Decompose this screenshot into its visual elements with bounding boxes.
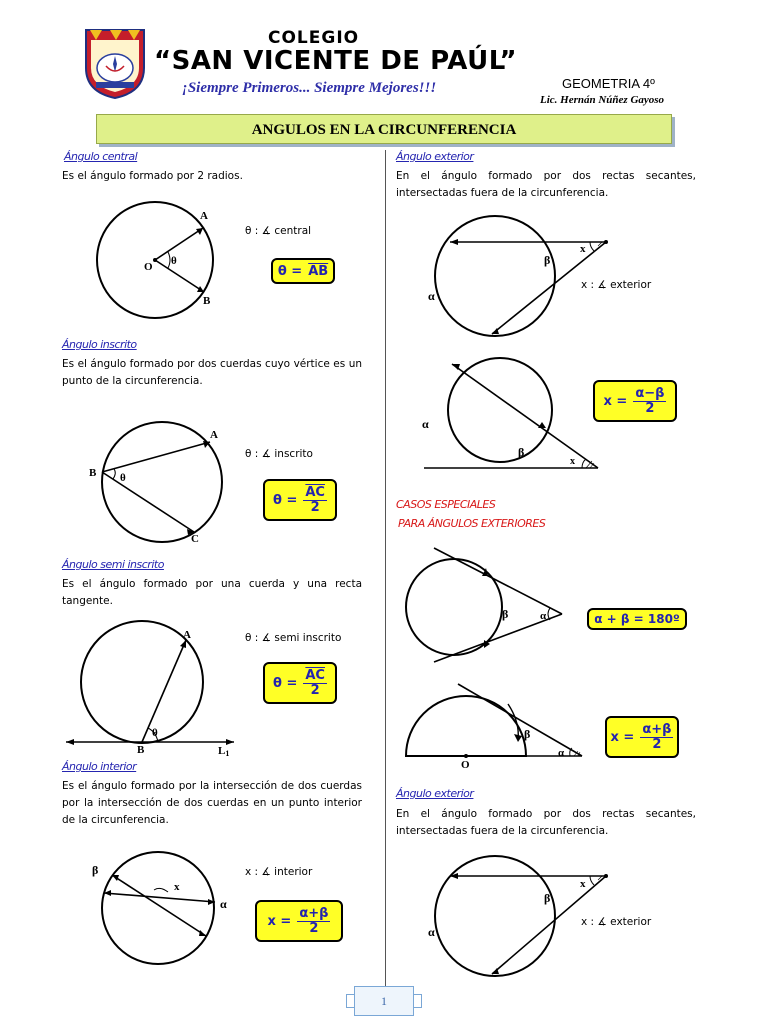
semi-inscribed-angle-figure: [62, 620, 272, 758]
text-angulo-semi-inscrito: Es el ángulo formado por una cuerda y una recta tangente.: [62, 578, 362, 607]
label-beta: β: [524, 727, 531, 741]
label-alpha: α: [422, 417, 429, 431]
formula-exterior: [593, 380, 677, 422]
label-c: C: [191, 533, 199, 545]
label-o: O: [461, 759, 470, 771]
heading-angulo-exterior-1: Ángulo exterior: [396, 150, 474, 163]
formula-interior-num: α+β: [299, 905, 329, 921]
note-central: θ : ∡ central: [245, 225, 312, 237]
special-case-figure-2: [404, 682, 590, 771]
label-beta: β: [518, 445, 525, 459]
formula-exterior-lhs: x =: [603, 393, 628, 409]
formula-inscrito-num: $\overline{AC}$: [305, 484, 325, 500]
formula-special-2-lhs: x =: [610, 729, 635, 745]
label-beta: β: [544, 253, 551, 267]
column-divider: [385, 150, 386, 988]
note-exterior-1: x : ∡ exterior: [581, 279, 652, 291]
formula-special-2-den: 2: [652, 736, 662, 752]
label-alpha: α: [540, 610, 547, 622]
note-interior: x : ∡ interior: [245, 866, 313, 878]
label-x: x: [580, 243, 586, 255]
heading-angulo-inscrito: Ángulo inscrito: [62, 338, 137, 351]
note-exterior-2: x : ∡ exterior: [581, 916, 652, 928]
formula-special-2-num: α+β: [642, 721, 672, 737]
label-alpha: α: [558, 747, 565, 759]
label-beta: β: [544, 891, 551, 905]
label-alpha: α: [220, 897, 227, 911]
formula-inscrito: [263, 479, 337, 521]
interior-angle-figure: [88, 850, 248, 980]
formula-semi-num: $\overline{AC}$: [305, 667, 325, 683]
label-b: B: [203, 295, 211, 307]
label-b: B: [137, 744, 145, 756]
label-beta: β: [92, 863, 99, 877]
formula-interior: [255, 900, 343, 942]
note-inscrito: θ : ∡ inscrito: [245, 448, 313, 460]
formula-interior-den: 2: [309, 920, 319, 936]
school-kicker: COLEGIO: [268, 28, 360, 48]
label-theta: θ: [120, 472, 126, 484]
page-title-bar: [96, 114, 672, 144]
school-crest-logo: [82, 26, 148, 100]
exterior-angle-figure-2: [414, 358, 614, 472]
school-motto: ¡Siempre Primeros... Siempre Mejores!!!: [182, 80, 437, 96]
text-angulo-exterior-2: En el ángulo formado por dos rectas secantes, intersectadas fuera de la circunferencia.: [396, 808, 696, 837]
label-alpha: α: [428, 925, 435, 939]
heading-angulo-semi-inscrito: Ángulo semi inscrito: [62, 558, 164, 571]
formula-inscrito-lhs: θ =: [273, 492, 298, 508]
label-x: x: [580, 878, 586, 890]
formula-semi-den: 2: [310, 682, 320, 698]
heading-casos-especiales: CASOS ESPECIALES: [396, 498, 496, 511]
text-angulo-exterior-1: En el ángulo formado por dos rectas secantes, intersectadas fuera de la circunferencia.: [396, 170, 696, 199]
text-angulo-central: Es el ángulo formado por 2 radios.: [62, 170, 243, 182]
heading-angulo-central: Ángulo central: [64, 150, 138, 163]
heading-angulo-interior: Ángulo interior: [62, 760, 137, 773]
label-beta: β: [502, 607, 509, 621]
school-name: “SAN VICENTE DE PAÚL”: [154, 46, 518, 76]
formula-special-2: [605, 716, 679, 758]
formula-exterior-den: 2: [645, 400, 655, 416]
label-b: B: [89, 467, 97, 479]
formula-semi-lhs: θ =: [273, 675, 298, 691]
label-a: A: [200, 210, 208, 222]
formula-central-arc: $\overline{AB}$: [308, 263, 329, 279]
formula-special-1: α + β = 180º: [587, 608, 687, 630]
heading-para-angulos-exteriores: PARA ÁNGULOS EXTERIORES: [398, 517, 546, 530]
page-title: ANGULOS EN LA CIRCUNFERENCIA: [251, 122, 517, 138]
text-angulo-inscrito: Es el ángulo formado por dos cuerdas cuyo vértice es un punto de la circunferencia.: [62, 358, 362, 387]
label-x: x: [570, 456, 575, 467]
formula-interior-lhs: x =: [267, 913, 292, 929]
central-angle-figure: [60, 200, 240, 310]
label-alpha: α: [428, 289, 435, 303]
label-x: x: [174, 881, 180, 893]
formula-inscrito-den: 2: [310, 499, 320, 515]
formula-central: [271, 258, 335, 284]
text-angulo-interior: Es el ángulo formado por la intersección de dos cuerdas por la intersección de dos cuerdas en un punto interior de la circunferencia.: [62, 780, 362, 826]
formula-exterior-num: α−β: [635, 385, 665, 401]
formula-semi-inscrito: [263, 662, 337, 704]
page-number: 1: [354, 986, 414, 1016]
note-semi-inscrito: θ : ∡ semi inscrito: [245, 632, 342, 644]
label-l1: L1: [218, 745, 230, 758]
label-theta: θ: [171, 255, 177, 267]
label-a: A: [183, 629, 191, 641]
heading-angulo-exterior-2: Ángulo exterior: [396, 787, 474, 800]
teacher-name: Lic. Hernán Núñez Gayoso: [540, 94, 665, 106]
formula-central-lhs: θ =: [277, 263, 303, 279]
label-a: A: [210, 429, 218, 441]
label-theta: θ: [152, 727, 158, 739]
inscribed-angle-figure: [86, 420, 236, 550]
label-o: O: [144, 261, 153, 273]
special-case-figure-1: [404, 544, 574, 668]
subject-label: GEOMETRIA 4º: [562, 76, 655, 91]
